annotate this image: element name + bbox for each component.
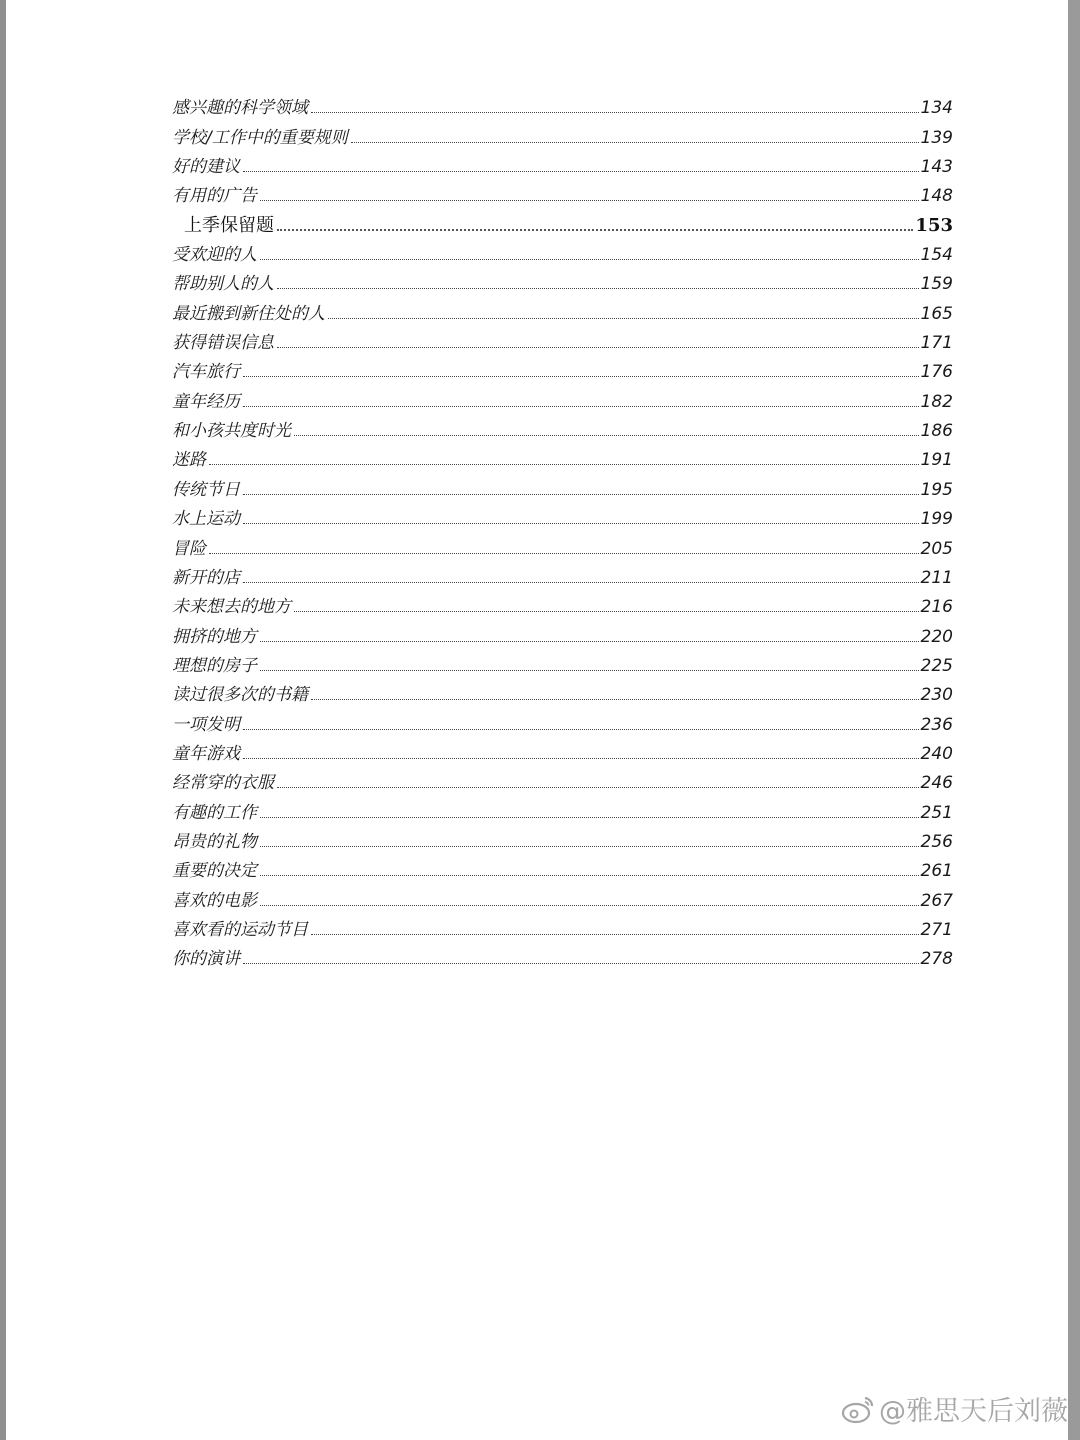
toc-entry-title: 传统节日 (172, 479, 240, 500)
toc-entry-page: 230 (920, 685, 953, 706)
toc-entry[interactable] (172, 178, 953, 207)
toc-entry-page: 256 (920, 831, 953, 852)
toc-entry-title: 理想的房子 (172, 655, 257, 676)
toc-entry-page: 171 (920, 333, 953, 354)
toc-entry-page: 267 (920, 890, 953, 911)
dot-leader (243, 170, 919, 172)
toc-entry[interactable] (172, 383, 953, 412)
toc-entry-page: 191 (920, 450, 953, 471)
dot-leader (260, 904, 919, 906)
toc-entry[interactable] (172, 501, 953, 530)
toc-entry-title: 汽车旅行 (172, 362, 240, 383)
dot-leader (311, 933, 919, 935)
toc-entry-page: 278 (920, 949, 953, 970)
toc-entry-title: 喜欢看的运动节目 (172, 919, 308, 940)
toc-entry[interactable] (172, 853, 953, 882)
dot-leader (311, 111, 919, 113)
dot-leader (243, 728, 919, 730)
dot-leader (294, 610, 919, 612)
toc-entry[interactable] (172, 471, 953, 500)
toc-entry-title: 昂贵的礼物 (172, 831, 257, 852)
toc-entry-title: 学校/工作中的重要规则 (172, 127, 348, 148)
toc-entry[interactable] (172, 237, 953, 266)
dot-leader (277, 786, 919, 788)
dot-leader (243, 757, 919, 759)
toc-entry[interactable] (172, 941, 953, 970)
toc-entry-page: 139 (920, 127, 953, 148)
dot-leader (243, 581, 919, 583)
toc-entry[interactable] (172, 207, 953, 236)
toc-entry-page: 148 (920, 186, 953, 207)
watermark (841, 1389, 1068, 1428)
toc-entry[interactable] (172, 648, 953, 677)
dot-leader (260, 199, 919, 201)
toc-entry-page: 220 (920, 626, 953, 647)
dot-leader (243, 962, 919, 964)
toc-entry-title: 未来想去的地方 (172, 597, 291, 618)
dot-leader (260, 258, 919, 260)
toc-entry-page: 134 (920, 98, 953, 119)
toc-entry-title: 童年经历 (172, 391, 240, 412)
toc-entry[interactable] (172, 589, 953, 618)
dot-leader (243, 522, 919, 524)
dot-leader (209, 463, 919, 465)
toc-entry-page: 186 (920, 421, 953, 442)
toc-entry-title: 一项发明 (172, 714, 240, 735)
toc-entry-title: 冒险 (172, 538, 206, 559)
toc-entry[interactable] (172, 149, 953, 178)
toc-entry[interactable] (172, 325, 953, 354)
toc-entry-title: 读过很多次的书籍 (172, 685, 308, 706)
dot-leader (243, 493, 919, 495)
toc-entry-title: 经常穿的衣服 (172, 773, 274, 794)
toc-entry-title: 帮助别人的人 (172, 274, 274, 295)
toc-entry-page: 240 (920, 743, 953, 764)
toc-entry-page: 271 (920, 919, 953, 940)
toc-entry[interactable] (172, 794, 953, 823)
dot-leader (260, 640, 919, 642)
toc-entry-page: 199 (920, 509, 953, 530)
toc-entry-page: 143 (920, 157, 953, 178)
toc-entry-title: 拥挤的地方 (172, 626, 257, 647)
toc-entry-title: 迷路 (172, 450, 206, 471)
watermark-text: @雅思天后刘薇 (879, 1396, 1068, 1427)
dot-leader (243, 405, 919, 407)
toc-entry-page: 176 (920, 362, 953, 383)
toc-entry[interactable] (172, 266, 953, 295)
toc-entry-title: 新开的店 (172, 567, 240, 588)
dot-leader (277, 346, 919, 348)
toc-entry[interactable] (172, 706, 953, 735)
toc-entry-page: 154 (920, 245, 953, 266)
dot-leader (260, 845, 919, 847)
toc-entry[interactable] (172, 824, 953, 853)
dot-leader (277, 287, 919, 289)
toc-entry-page: 216 (920, 597, 953, 618)
toc-entry-title: 上季保留题 (184, 214, 274, 236)
weibo-icon (841, 1394, 875, 1424)
dot-leader (277, 228, 913, 231)
toc-entry[interactable] (172, 618, 953, 647)
toc-entry-title: 有用的广告 (172, 186, 257, 207)
viewer-edge (1068, 0, 1080, 1440)
toc-entry-title: 水上运动 (172, 509, 240, 530)
toc-entry-title: 重要的决定 (172, 861, 257, 882)
dot-leader (260, 669, 919, 671)
toc-entry[interactable] (172, 736, 953, 765)
toc-entry[interactable] (172, 912, 953, 941)
dot-leader (260, 874, 919, 876)
dot-leader (243, 375, 919, 377)
dot-leader (209, 552, 919, 554)
toc-entry-page: 205 (920, 538, 953, 559)
toc-entry-title: 你的演讲 (172, 949, 240, 970)
toc-entry[interactable] (172, 354, 953, 383)
dot-leader (311, 698, 919, 700)
toc-entry-page: 246 (920, 773, 953, 794)
document-page[interactable] (6, 0, 1068, 1440)
toc-entry-page: 153 (915, 214, 953, 236)
toc-entry-title: 和小孩共度时光 (172, 421, 291, 442)
toc-entry[interactable] (172, 560, 953, 589)
toc-entry-page: 261 (920, 861, 953, 882)
toc-entry-title: 最近搬到新住处的人 (172, 303, 325, 324)
toc-entry[interactable] (172, 295, 953, 324)
toc-entry[interactable] (172, 90, 953, 119)
dot-leader (260, 816, 919, 818)
toc-entry-title: 有趣的工作 (172, 802, 257, 823)
dot-leader (328, 317, 919, 319)
toc-entry-title: 喜欢的电影 (172, 890, 257, 911)
toc-entry-page: 182 (920, 391, 953, 412)
toc-entry[interactable] (172, 442, 953, 471)
dot-leader (294, 434, 919, 436)
toc-entry-page: 165 (920, 303, 953, 324)
toc-entry-title: 受欢迎的人 (172, 245, 257, 266)
toc-entry-page: 195 (920, 479, 953, 500)
toc-entry-page: 225 (920, 655, 953, 676)
toc-entry-page: 159 (920, 274, 953, 295)
toc-entry[interactable] (172, 765, 953, 794)
dot-leader (351, 141, 919, 143)
toc-entry-page: 211 (920, 567, 953, 588)
toc-entry-title: 童年游戏 (172, 743, 240, 764)
toc-entry[interactable] (172, 882, 953, 911)
toc-entry-title: 获得错误信息 (172, 333, 274, 354)
toc-entry[interactable] (172, 677, 953, 706)
toc-entry-page: 251 (920, 802, 953, 823)
toc-entry-title: 感兴趣的科学领域 (172, 98, 308, 119)
toc-entry[interactable] (172, 530, 953, 559)
toc-entry[interactable] (172, 119, 953, 148)
toc-entry[interactable] (172, 413, 953, 442)
toc-entry-page: 236 (920, 714, 953, 735)
table-of-contents (172, 90, 953, 970)
toc-entry-title: 好的建议 (172, 157, 240, 178)
